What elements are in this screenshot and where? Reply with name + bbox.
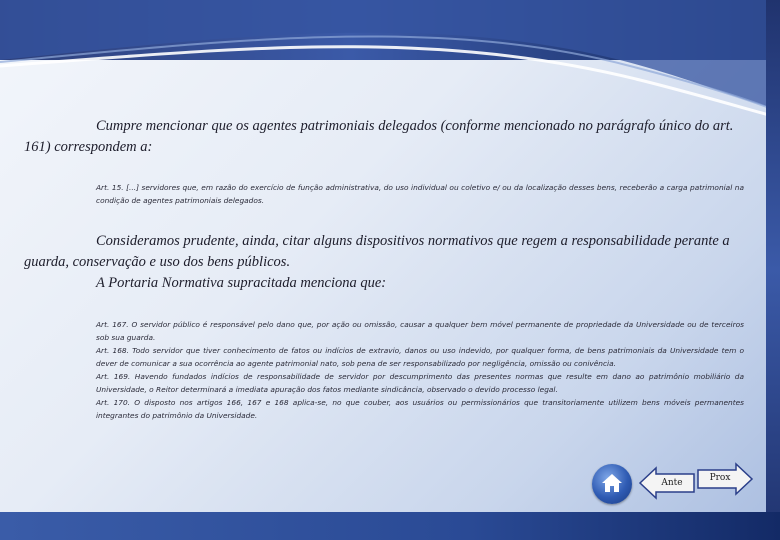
top-wave-decoration xyxy=(0,0,780,120)
portaria-paragraph: A Portaria Normativa supracitada menciona que: xyxy=(96,275,387,291)
next-button[interactable] xyxy=(696,462,754,496)
prudent-paragraph: Consideramos prudente, ainda, citar alguns dispositivos normativos que regem a responsabilidade perante a guarda, conservação e uso dos bens públicos. xyxy=(24,233,730,270)
citation-art-167: Art. 167. O servidor público é responsável pelo dano que, por ação ou omissão, causar a qualquer bem móvel permanente de propriedade da Universidade ou de terceiros sob sua guarda. xyxy=(96,320,744,342)
bottom-decorative-band xyxy=(0,512,780,540)
previous-button[interactable] xyxy=(638,466,696,500)
right-edge-band xyxy=(766,0,780,540)
citation-art-168: Art. 168. Todo servidor que tiver conhecimento de fatos ou indícios de extravio, danos ou uso indevido, por qualquer forma, de bens patrimoniais da Universidade tem o dever de comunicar a sua ocorrência ao agente patrimonial nato, sob pena de ser responsabilizado por negligência, omissão ou conivência. xyxy=(96,346,744,368)
next-label: Prox xyxy=(709,473,731,483)
citation-art-15 xyxy=(96,181,744,207)
home-button[interactable] xyxy=(592,464,632,504)
home-icon xyxy=(600,471,624,495)
citation-articles-block xyxy=(96,318,744,422)
citation-art-170: Art. 170. O disposto nos artigos 166, 167 e 168 aplica-se, no que couber, aos usuários ou permissionários que transitoriamente utilizem bens móveis permanentes integrantes do patrimônio da Universidade. xyxy=(96,398,744,420)
intro-paragraph: Cumpre mencionar que os agentes patrimoniais delegados (conforme mencionado no parágrafo único do art. 161) correspondem a: xyxy=(24,118,734,155)
citation-text: Art. 15. [...] servidores que, em razão do exercício de função administrativa, do uso individual ou coletivo e/ ou da localização desses bens, receberão a carga patrimonial na condição de agentes patrimoniais delegados. xyxy=(96,183,744,205)
previous-label: Ante xyxy=(661,478,683,488)
second-paragraph-block xyxy=(24,231,744,294)
citation-art-169: Art. 169. Havendo fundados indícios de responsabilidade de servidor por descumprimento das presentes normas que resulte em dano ao patrimônio mobiliário da Universidade, o Reitor determinará a imediata apuração dos fatos mediante sindicância, observado o devido processo legal. xyxy=(96,372,744,394)
